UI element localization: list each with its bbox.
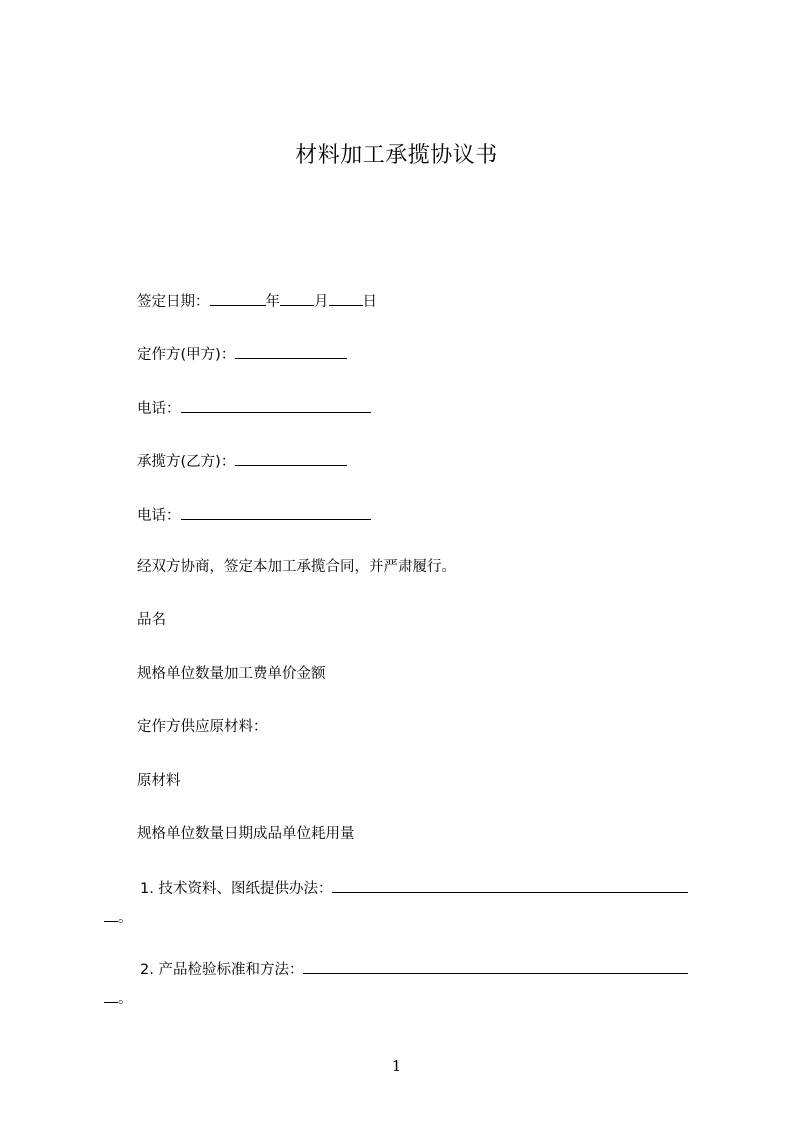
party-b-phone-blank [181, 504, 371, 520]
clause-1-continuation [104, 906, 133, 928]
party-a-line [137, 343, 347, 365]
intro-paragraph: 经双方协商，签定本加工承揽合同，并严肃履行。 [137, 559, 456, 575]
page-number: 1 [391, 1057, 402, 1075]
clause-2-continuation [104, 987, 133, 1009]
sign-month-label: 月 [314, 294, 329, 310]
material-columns-line: 规格单位数量日期成品单位耗用量 [137, 826, 355, 842]
clause-1-blank-cont [104, 906, 118, 922]
party-b-line [137, 450, 347, 472]
sign-day-label: 日 [362, 294, 377, 310]
party-b-phone-line [137, 504, 371, 526]
party-b-blank [235, 450, 347, 466]
raw-materials-heading: 原材料 [137, 773, 181, 789]
sign-date-line [137, 290, 377, 312]
clause-2-blank [303, 958, 688, 974]
clause-2-label: 2. 产品检验标准和方法： [140, 962, 304, 978]
clause-2-blank-cont [104, 987, 118, 1003]
product-name-heading: 品名 [137, 612, 166, 628]
clause-1-label: 1. 技术资料、图纸提供办法： [140, 881, 333, 897]
sign-year-blank [210, 290, 266, 306]
clause-2-end: 。 [118, 991, 133, 1007]
party-a-phone-blank [181, 397, 371, 413]
party-a-label: 定作方(甲方)： [137, 347, 236, 363]
clause-1-line [140, 877, 688, 899]
sign-year-label: 年 [265, 294, 280, 310]
sign-date-label: 签定日期： [137, 294, 210, 310]
supplied-materials-label: 定作方供应原材料： [137, 719, 268, 735]
clause-2-line [140, 958, 688, 980]
party-a-blank [235, 343, 347, 359]
party-a-phone-label: 电话： [137, 401, 181, 417]
party-a-phone-line [137, 397, 371, 419]
sign-day-blank [329, 290, 363, 306]
party-b-label: 承揽方(乙方)： [137, 454, 236, 470]
clause-1-end: 。 [118, 910, 133, 926]
party-b-phone-label: 电话： [137, 508, 181, 524]
clause-1-blank [332, 877, 688, 893]
product-columns-line: 规格单位数量加工费单价金额 [137, 666, 326, 682]
document-title: 材料加工承揽协议书 [295, 143, 498, 168]
sign-month-blank [280, 290, 314, 306]
